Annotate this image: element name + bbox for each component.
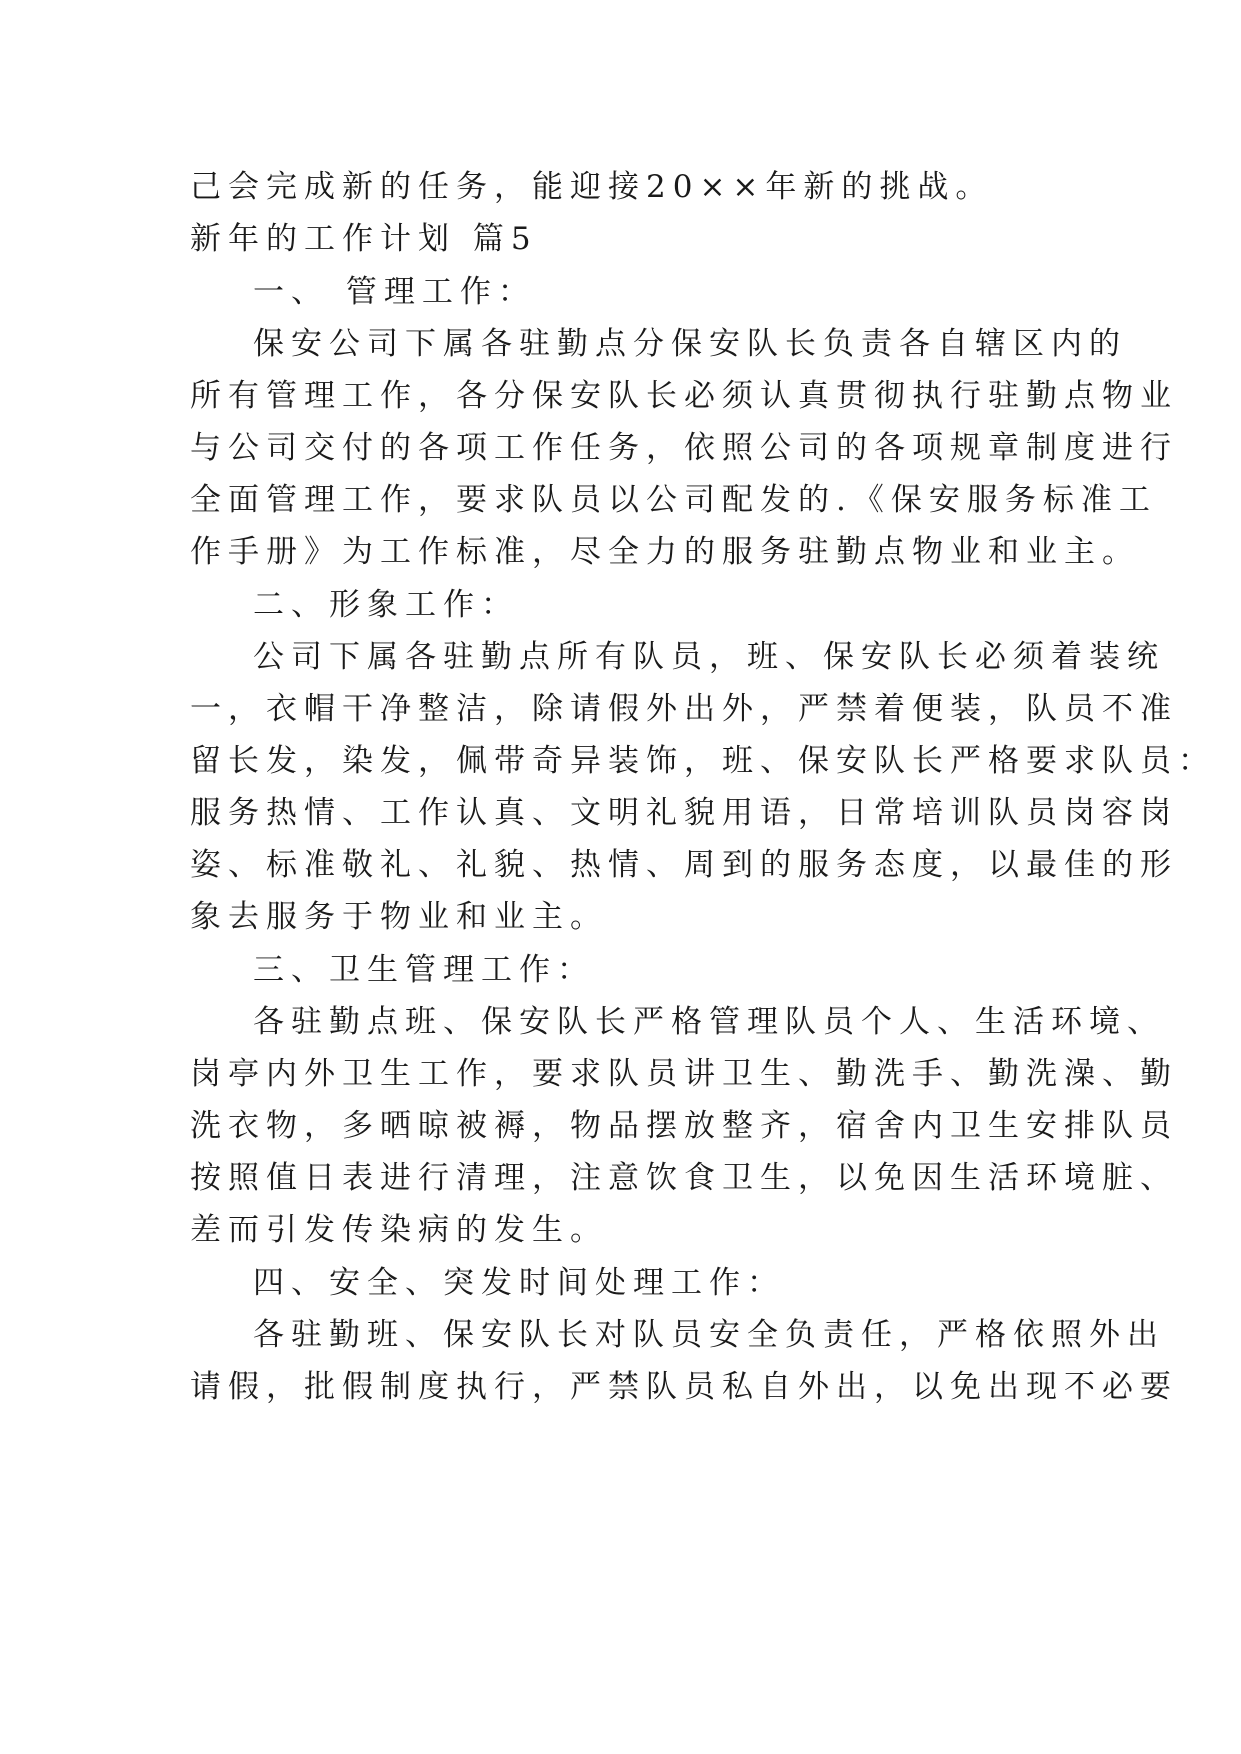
paragraph-line: 一，衣帽干净整洁，除请假外出外，严禁着便装，队员不准 (190, 691, 1178, 727)
paragraph-line: 象去服务于物业和业主。 (190, 899, 608, 935)
paragraph-line: 服务热情、工作认真、文明礼貌用语，日常培训队员岗容岗 (190, 795, 1178, 831)
paragraph-line: 差而引发传染病的发生。 (190, 1212, 608, 1248)
paragraph-line: 姿、标准敬礼、礼貌、热情、周到的服务态度，以最佳的形 (190, 847, 1178, 883)
paragraph-line: 与公司交付的各项工作任务，依照公司的各项规章制度进行 (190, 430, 1178, 466)
paragraph-line: 洗衣物，多晒晾被褥，物品摆放整齐，宿舍内卫生安排队员 (190, 1108, 1178, 1144)
paragraph-line: 作手册》为工作标准，尽全力的服务驻勤点物业和业主。 (190, 534, 1140, 570)
heading-safety: 四、安全、突发时间处理工作： (253, 1265, 785, 1301)
section-title: 新年的工作计划 篇5 (190, 221, 538, 257)
heading-image: 二、形象工作： (253, 587, 519, 623)
paragraph-line: 各驻勤班、保安队长对队员安全负责任，严格依照外出 (253, 1317, 1165, 1353)
text-line: 己会完成新的任务，能迎接20××年新的挑战。 (190, 169, 994, 205)
paragraph-line: 各驻勤点班、保安队长严格管理队员个人、生活环境、 (253, 1004, 1165, 1040)
paragraph-line: 请假，批假制度执行，严禁队员私自外出，以免出现不必要 (190, 1369, 1178, 1405)
paragraph-line: 全面管理工作，要求队员以公司配发的.《保安服务标准工 (190, 482, 1157, 518)
paragraph-line: 保安公司下属各驻勤点分保安队长负责各自辖区内的 (253, 326, 1127, 362)
paragraph-line: 所有管理工作，各分保安队长必须认真贯彻执行驻勤点物业 (190, 378, 1178, 414)
paragraph-line: 公司下属各驻勤点所有队员，班、保安队长必须着装统 (253, 639, 1165, 675)
heading-hygiene: 三、卫生管理工作： (253, 952, 595, 988)
paragraph-line: 留长发，染发，佩带奇异装饰，班、保安队长严格要求队员： (190, 743, 1216, 779)
heading-management: 一、 管理工作： (253, 274, 536, 310)
paragraph-line: 岗亭内外卫生工作，要求队员讲卫生、勤洗手、勤洗澡、勤 (190, 1056, 1178, 1092)
paragraph-line: 按照值日表进行清理，注意饮食卫生，以免因生活环境脏、 (190, 1160, 1178, 1196)
